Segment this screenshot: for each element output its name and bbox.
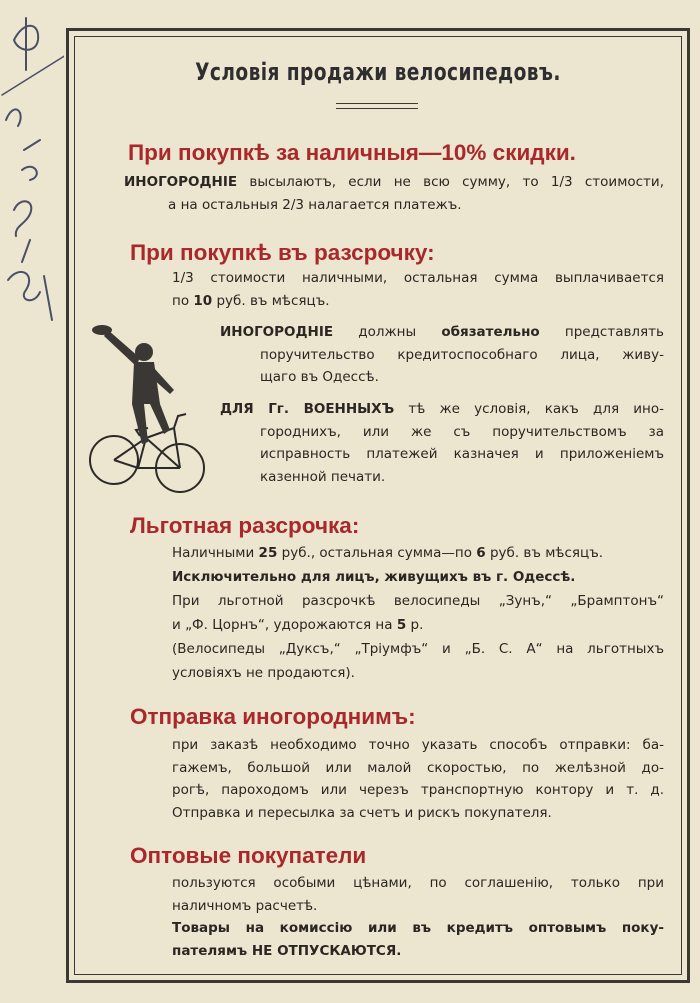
- heading-installment: При покупкѣ въ разсрочку:: [130, 240, 435, 265]
- military-terms-text: ДЛЯ Гг. ВОЕННЫХЪ тѣ же условія, какъ для ино- городнихъ, или же съ поручительствомъ за исправность платежей казначея и приложеніемъ казенной печати.: [220, 401, 664, 485]
- installment-text: 1/3 стоимости наличными, остальная сумма выплачивается по 10 руб. въ мѣсяцъ.: [172, 270, 664, 309]
- cyclist-illustration: [88, 318, 206, 500]
- page-title: Условія продажи велосипедовъ.: [195, 58, 561, 86]
- handwritten-margin-notes: [0, 0, 64, 340]
- shipping-text: при заказѣ необходимо точно указать способъ отправки: ба- гажемъ, большой или малой скоростью, по желѣзной до- рогѣ, пароходомъ или черезъ транспортную контору и т. д. Отправка и пересылка за счетъ и рискъ покупателя.: [172, 737, 664, 821]
- heading-preferential-installment: Льготная разсрочка:: [130, 513, 360, 538]
- title-rule-bottom: [336, 108, 418, 109]
- wholesale-text: пользуются особыми цѣнами, по соглашенію, только при наличномъ расчетѣ. Товары на комиссію или въ кредитъ оптовымъ поку- пателямъ НЕ ОТПУСКАЮТСЯ.: [172, 875, 664, 959]
- title-rule-top: [336, 103, 418, 104]
- non-resident-guarantee-text: ИНОГОРОДНІЕ должны обязательно представлять поручительство кредитоспособнаго лица, живу- щаго въ Одессѣ.: [220, 324, 664, 385]
- non-resident-label: ИНОГОРОДНІЕ: [124, 174, 238, 190]
- heading-wholesale: Оптовые покупатели: [130, 843, 367, 868]
- heading-cash-purchase: При покупкѣ за наличныя—10% скидки.: [128, 140, 576, 165]
- preferential-installment-text: Наличными 25 руб., остальная сумма—по 6 руб. въ мѣсяцъ. Исключительно для лицъ, живущихъ въ г. Одессѣ. При льготной разсрочкѣ велосипеды „Зунъ,“ „Брамптонъ“ и „Ф. Цорнъ“, удорожаются на 5 р. (Велосипеды „Дуксъ,“ „Тріумфъ“ и „Б. С. А“ на льготныхъ условіяхъ не продаются).: [172, 545, 664, 681]
- cash-purchase-text: ИНОГОРОДНІЕ высылаютъ, если не всю сумму, то 1/3 стоимости, а на остальныя 2/3 налагается платежъ.: [124, 174, 664, 213]
- heading-shipping: Отправка иногороднимъ:: [130, 704, 416, 729]
